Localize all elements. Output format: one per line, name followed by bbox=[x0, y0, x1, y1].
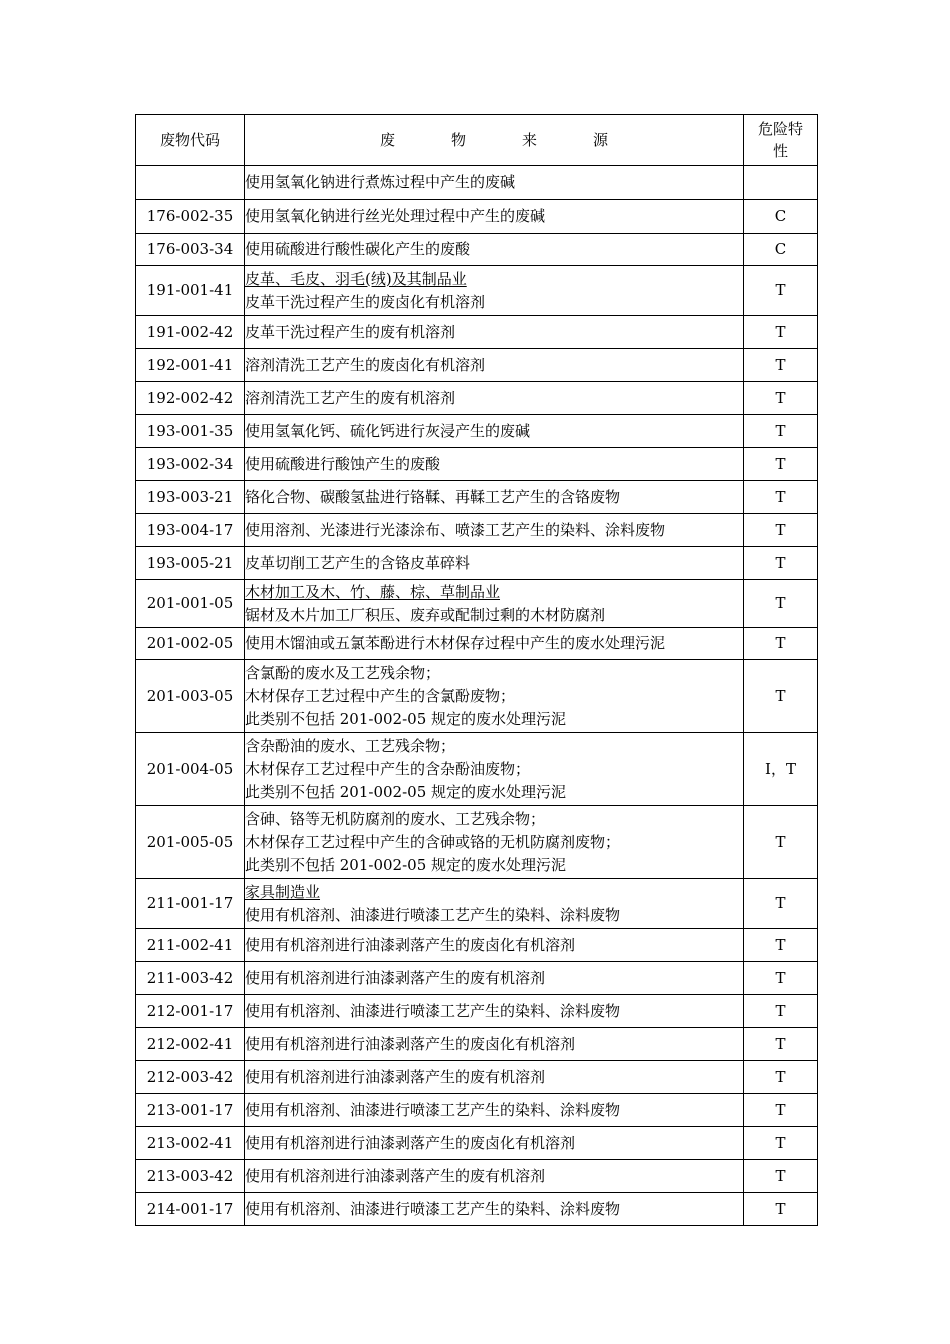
hazard-property-cell: T bbox=[744, 415, 818, 448]
hazard-property-cell: I，T bbox=[744, 733, 818, 806]
hazard-property-cell: T bbox=[744, 1193, 818, 1226]
waste-source-cell bbox=[245, 266, 744, 316]
waste-source-line: 皮革干洗过程产生的废卤化有机溶剂 bbox=[245, 292, 486, 311]
waste-code-cell: 211-001-17 bbox=[136, 879, 245, 929]
industry-category-heading: 皮革、毛皮、羽毛(绒)及其制品业 bbox=[245, 269, 467, 288]
waste-source-cell bbox=[245, 962, 744, 995]
waste-code-cell: 201-001-05 bbox=[136, 580, 245, 628]
waste-source-cell bbox=[245, 514, 744, 547]
hazard-property-cell: T bbox=[744, 514, 818, 547]
hazard-property-cell: T bbox=[744, 660, 818, 733]
table-row bbox=[136, 733, 818, 806]
waste-source-line: 锯材及木片加工厂积压、废弃或配制过剩的木材防腐剂 bbox=[245, 605, 606, 624]
waste-source-line: 木材保存工艺过程中产生的含杂酚油废物； bbox=[245, 759, 531, 778]
waste-code-cell: 213-003-42 bbox=[136, 1160, 245, 1193]
waste-source-cell bbox=[245, 316, 744, 349]
waste-source-cell bbox=[245, 929, 744, 962]
table-row bbox=[136, 448, 818, 481]
table-row bbox=[136, 481, 818, 514]
waste-code-cell: 212-001-17 bbox=[136, 995, 245, 1028]
waste-code-cell: 213-002-41 bbox=[136, 1127, 245, 1160]
waste-source-line: 使用有机溶剂进行油漆剥落产生的废卤化有机溶剂 bbox=[245, 1133, 576, 1152]
waste-source-line: 使用有机溶剂、油漆进行喷漆工艺产生的染料、涂料废物 bbox=[245, 1199, 621, 1218]
waste-source-line: 溶剂清洗工艺产生的废卤化有机溶剂 bbox=[245, 355, 486, 374]
waste-source-cell bbox=[245, 547, 744, 580]
table-row bbox=[136, 660, 818, 733]
waste-source-cell bbox=[245, 628, 744, 660]
header-source-char: 废 bbox=[379, 130, 395, 149]
hazard-property-cell: T bbox=[744, 316, 818, 349]
waste-source-cell bbox=[245, 580, 744, 628]
table-body bbox=[136, 166, 818, 1226]
waste-source-cell bbox=[245, 995, 744, 1028]
waste-code-cell: 211-002-41 bbox=[136, 929, 245, 962]
waste-source-line: 使用有机溶剂、油漆进行喷漆工艺产生的染料、涂料废物 bbox=[245, 1001, 621, 1020]
waste-source-cell bbox=[245, 481, 744, 514]
waste-code-cell: 193-003-21 bbox=[136, 481, 245, 514]
waste-source-cell bbox=[245, 806, 744, 879]
table-row bbox=[136, 200, 818, 234]
table-row bbox=[136, 879, 818, 929]
hazard-property-cell: T bbox=[744, 1061, 818, 1094]
table-row bbox=[136, 995, 818, 1028]
table-row bbox=[136, 1028, 818, 1061]
waste-code-cell: 193-004-17 bbox=[136, 514, 245, 547]
waste-code-cell: 192-002-42 bbox=[136, 382, 245, 415]
waste-code-cell: 212-002-41 bbox=[136, 1028, 245, 1061]
waste-source-line: 含杂酚油的废水、工艺残余物； bbox=[245, 736, 456, 755]
hazard-property-cell: T bbox=[744, 580, 818, 628]
waste-code-cell: 191-002-42 bbox=[136, 316, 245, 349]
table-row bbox=[136, 806, 818, 879]
table-row bbox=[136, 547, 818, 580]
waste-source-line: 使用氢氧化钠进行丝光处理过程中产生的废碱 bbox=[245, 207, 546, 225]
waste-source-cell bbox=[245, 200, 744, 234]
hazard-property-cell: T bbox=[744, 547, 818, 580]
header-waste-code: 废物代码 bbox=[136, 115, 245, 166]
hazard-property-cell: T bbox=[744, 1028, 818, 1061]
waste-source-line: 使用有机溶剂、油漆进行喷漆工艺产生的染料、涂料废物 bbox=[245, 1100, 621, 1119]
waste-source-line: 此类别不包括 201-002-05 规定的废水处理污泥 bbox=[245, 782, 567, 801]
table-row bbox=[136, 580, 818, 628]
waste-source-line: 木材保存工艺过程中产生的含氯酚废物； bbox=[245, 686, 516, 705]
waste-source-line: 含砷、铬等无机防腐剂的废水、工艺残余物； bbox=[245, 809, 546, 828]
waste-source-line: 使用有机溶剂、油漆进行喷漆工艺产生的染料、涂料废物 bbox=[245, 905, 621, 924]
waste-source-line: 使用有机溶剂进行油漆剥落产生的废卤化有机溶剂 bbox=[245, 1034, 576, 1053]
waste-source-line: 使用有机溶剂进行油漆剥落产生的废有机溶剂 bbox=[245, 1166, 546, 1185]
hazard-property-cell: T bbox=[744, 382, 818, 415]
waste-source-line: 使用有机溶剂进行油漆剥落产生的废卤化有机溶剂 bbox=[245, 935, 576, 954]
waste-code-cell: 211-003-42 bbox=[136, 962, 245, 995]
waste-source-line: 使用氢氧化钠进行煮炼过程中产生的废碱 bbox=[245, 173, 516, 191]
waste-source-cell bbox=[245, 1094, 744, 1127]
header-source-char: 源 bbox=[593, 130, 609, 149]
waste-source-cell bbox=[245, 1127, 744, 1160]
waste-code-cell: 214-001-17 bbox=[136, 1193, 245, 1226]
hazard-property-cell: T bbox=[744, 879, 818, 929]
waste-code-cell: 201-002-05 bbox=[136, 628, 245, 660]
hazard-property-cell: T bbox=[744, 962, 818, 995]
hazard-property-cell: T bbox=[744, 1160, 818, 1193]
table-row bbox=[136, 1061, 818, 1094]
waste-source-cell bbox=[245, 1061, 744, 1094]
waste-code-cell: 176-003-34 bbox=[136, 234, 245, 266]
hazard-property-cell: C bbox=[744, 234, 818, 266]
waste-code-cell: 191-001-41 bbox=[136, 266, 245, 316]
waste-source-cell bbox=[245, 349, 744, 382]
waste-source-cell bbox=[245, 1160, 744, 1193]
industry-category-heading: 家具制造业 bbox=[245, 882, 321, 901]
waste-source-line: 使用木馏油或五氯苯酚进行木材保存过程中产生的废水处理污泥 bbox=[245, 634, 666, 652]
hazard-property-cell: T bbox=[744, 628, 818, 660]
waste-source-line: 溶剂清洗工艺产生的废有机溶剂 bbox=[245, 388, 456, 407]
waste-code-cell bbox=[136, 166, 245, 200]
waste-source-cell bbox=[245, 166, 744, 200]
waste-source-line: 此类别不包括 201-002-05 规定的废水处理污泥 bbox=[245, 855, 567, 874]
waste-source-cell bbox=[245, 382, 744, 415]
hazard-property-cell bbox=[744, 166, 818, 200]
waste-source-cell bbox=[245, 448, 744, 481]
waste-source-line: 使用有机溶剂进行油漆剥落产生的废有机溶剂 bbox=[245, 968, 546, 987]
waste-source-line: 铬化合物、碳酸氢盐进行铬鞣、再鞣工艺产生的含铬废物 bbox=[245, 487, 621, 506]
hazard-property-cell: T bbox=[744, 929, 818, 962]
table-row bbox=[136, 514, 818, 547]
waste-code-cell: 193-001-35 bbox=[136, 415, 245, 448]
table-row bbox=[136, 1193, 818, 1226]
waste-source-line: 使用硫酸进行酸性碳化产生的废酸 bbox=[245, 240, 471, 258]
hazard-property-cell: T bbox=[744, 995, 818, 1028]
waste-source-cell bbox=[245, 1193, 744, 1226]
waste-code-cell: 176-002-35 bbox=[136, 200, 245, 234]
header-hazard-line: 性 bbox=[772, 142, 788, 160]
waste-code-cell: 192-001-41 bbox=[136, 349, 245, 382]
table-row bbox=[136, 266, 818, 316]
waste-source-line: 木材保存工艺过程中产生的含砷或铬的无机防腐剂废物； bbox=[245, 832, 621, 851]
industry-category-heading: 木材加工及木、竹、藤、棕、草制品业 bbox=[245, 582, 501, 601]
waste-source-line: 使用溶剂、光漆进行光漆涂布、喷漆工艺产生的染料、涂料废物 bbox=[245, 520, 666, 539]
hazard-property-cell: T bbox=[744, 448, 818, 481]
hazardous-waste-table bbox=[135, 114, 818, 1226]
hazard-property-cell: T bbox=[744, 806, 818, 879]
waste-code-cell: 193-002-34 bbox=[136, 448, 245, 481]
table-row bbox=[136, 929, 818, 962]
waste-source-cell bbox=[245, 234, 744, 266]
table-row bbox=[136, 628, 818, 660]
table-row bbox=[136, 1127, 818, 1160]
table-row bbox=[136, 166, 818, 200]
table-header-row bbox=[136, 115, 818, 166]
table-row bbox=[136, 316, 818, 349]
hazard-property-cell: C bbox=[744, 200, 818, 234]
waste-source-cell bbox=[245, 879, 744, 929]
header-source-char: 来 bbox=[522, 130, 538, 149]
header-hazard-line: 危险特 bbox=[757, 120, 803, 138]
table-row bbox=[136, 962, 818, 995]
waste-code-cell: 201-005-05 bbox=[136, 806, 245, 879]
waste-source-line: 皮革切削工艺产生的含铬皮革碎料 bbox=[245, 553, 471, 572]
waste-source-line: 使用硫酸进行酸蚀产生的废酸 bbox=[245, 454, 441, 473]
table-row bbox=[136, 1094, 818, 1127]
hazard-property-cell: T bbox=[744, 266, 818, 316]
header-waste-source bbox=[245, 115, 744, 166]
header-hazard-property bbox=[744, 115, 818, 166]
hazard-property-cell: T bbox=[744, 349, 818, 382]
waste-source-cell bbox=[245, 733, 744, 806]
table-row bbox=[136, 349, 818, 382]
hazard-property-cell: T bbox=[744, 481, 818, 514]
waste-code-cell: 212-003-42 bbox=[136, 1061, 245, 1094]
table-row bbox=[136, 234, 818, 266]
waste-source-cell bbox=[245, 1028, 744, 1061]
waste-source-line: 皮革干洗过程产生的废有机溶剂 bbox=[245, 322, 456, 341]
hazard-property-cell: T bbox=[744, 1094, 818, 1127]
hazard-property-cell: T bbox=[744, 1127, 818, 1160]
waste-source-line: 此类别不包括 201-002-05 规定的废水处理污泥 bbox=[245, 709, 567, 728]
waste-code-cell: 201-004-05 bbox=[136, 733, 245, 806]
waste-source-line: 使用有机溶剂进行油漆剥落产生的废有机溶剂 bbox=[245, 1067, 546, 1086]
waste-code-cell: 193-005-21 bbox=[136, 547, 245, 580]
waste-source-line: 含氯酚的废水及工艺残余物； bbox=[245, 663, 441, 682]
table-row bbox=[136, 1160, 818, 1193]
header-source-char: 物 bbox=[450, 130, 466, 149]
waste-source-cell bbox=[245, 660, 744, 733]
waste-source-cell bbox=[245, 415, 744, 448]
table-row bbox=[136, 382, 818, 415]
waste-source-line: 使用氢氧化钙、硫化钙进行灰浸产生的废碱 bbox=[245, 421, 531, 440]
waste-code-cell: 213-001-17 bbox=[136, 1094, 245, 1127]
table-row bbox=[136, 415, 818, 448]
waste-code-cell: 201-003-05 bbox=[136, 660, 245, 733]
